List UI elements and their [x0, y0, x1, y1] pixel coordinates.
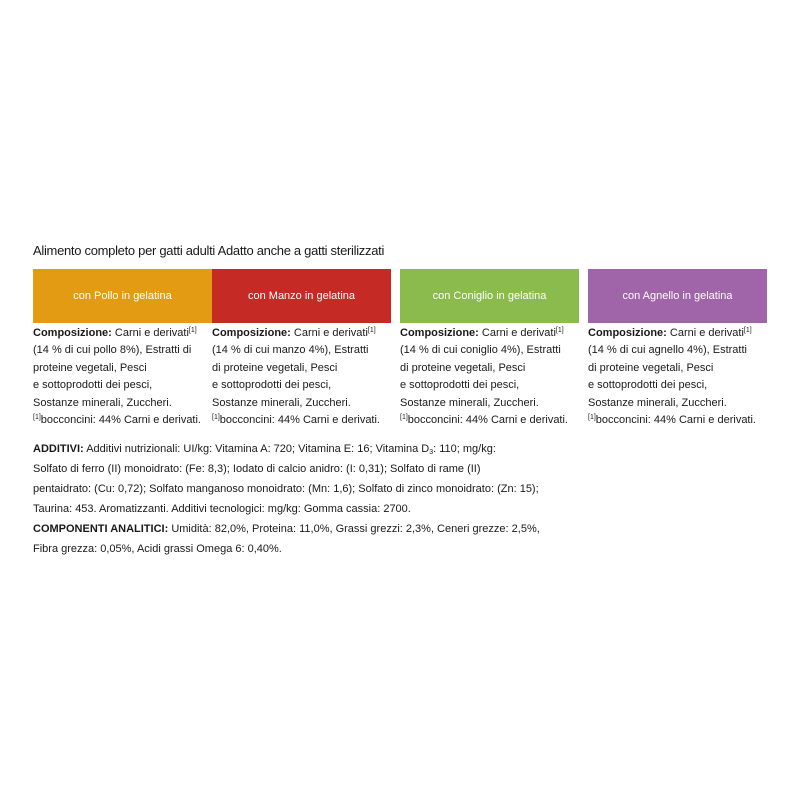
additivi-line: pentaidrato: (Cu: 0,72); Solfato manganoso monoidrato: (Mn: 1,6); Solfato di zinco monoidrato: (Zn: 15);	[33, 483, 539, 495]
footnote-mark: [1]	[33, 414, 41, 422]
column-agnello	[588, 269, 767, 429]
comp-line: Carni e derivati	[114, 327, 189, 339]
column-pollo	[33, 269, 212, 429]
comp-line: Carni e derivati	[293, 327, 368, 339]
column-manzo	[212, 269, 391, 429]
footnote-mark: [1]	[212, 414, 220, 422]
comp-line: Sostanze minerali, Zuccheri.	[588, 396, 727, 409]
composition-text	[400, 325, 579, 429]
comp-line: (14 % di cui pollo 8%), Estratti di	[33, 344, 192, 357]
composition-title: Composizione:	[588, 327, 667, 339]
additivi-line: : 110; mg/kg:	[433, 443, 496, 455]
flavor-band-pollo	[33, 269, 212, 323]
composition-text	[33, 325, 212, 429]
additivi-line: Additivi nutrizionali: UI/kg: Vitamina A: 720; Vitamina E: 16; Vitamina D	[86, 443, 430, 455]
comp-line: proteine vegetali, Pesci	[33, 361, 147, 374]
column-coniglio	[400, 269, 579, 429]
footnote-mark: [1]	[188, 327, 197, 334]
footnote-mark: [1]	[555, 327, 564, 334]
footnote-text: bocconcini: 44% Carni e derivati.	[595, 414, 756, 427]
footnote-text: bocconcini: 44% Carni e derivati.	[407, 414, 568, 427]
componenti-paragraph	[33, 519, 540, 559]
comp-line: Sostanze minerali, Zuccheri.	[212, 396, 351, 409]
additivi-title: ADDITIVI:	[33, 443, 84, 455]
flavor-label: con Agnello in gelatina	[622, 290, 733, 302]
footnote-mark: [1]	[400, 414, 408, 422]
additivi-line: Taurina: 453. Aromatizzanti. Additivi tecnologici: mg/kg: Gomma cassia: 2700.	[33, 503, 411, 515]
flavor-band-agnello	[588, 269, 767, 323]
additivi-paragraph	[33, 439, 539, 519]
composition-text	[588, 325, 767, 429]
comp-line: Sostanze minerali, Zuccheri.	[33, 396, 172, 409]
comp-line: Carni e derivati	[669, 327, 744, 339]
comp-line: Sostanze minerali, Zuccheri.	[400, 396, 539, 409]
footnote-mark: [1]	[588, 414, 596, 422]
footnote-mark: [1]	[367, 327, 376, 334]
composition-text	[212, 325, 391, 429]
additivi-line: Solfato di ferro (II) monoidrato: (Fe: 8,3); Iodato di calcio anidro: (I: 0,31); Solfato di rame (II)	[33, 463, 481, 475]
comp-line: e sottoprodotti dei pesci,	[400, 379, 520, 392]
componenti-line: Fibra grezza: 0,05%, Acidi grassi Omega 6: 0,40%.	[33, 543, 282, 555]
comp-line: di proteine vegetali, Pesci	[588, 361, 714, 374]
composition-title: Composizione:	[33, 327, 112, 339]
flavor-band-coniglio	[400, 269, 579, 323]
comp-line: (14 % di cui manzo 4%), Estratti	[212, 344, 369, 357]
flavor-label: con Pollo in gelatina	[73, 290, 172, 302]
headline: Alimento completo per gatti adulti Adatto anche a gatti sterilizzati	[33, 243, 385, 258]
footnote-mark: [1]	[743, 327, 752, 334]
composition-title: Composizione:	[400, 327, 479, 339]
flavor-band-manzo	[212, 269, 391, 323]
comp-line: di proteine vegetali, Pesci	[212, 361, 338, 374]
subscript: 3	[429, 449, 434, 456]
composition-title: Composizione:	[212, 327, 291, 339]
comp-line: (14 % di cui agnello 4%), Estratti	[588, 344, 747, 357]
comp-line: di proteine vegetali, Pesci	[400, 361, 526, 374]
comp-line: e sottoprodotti dei pesci,	[588, 379, 708, 392]
comp-line: e sottoprodotti dei pesci,	[212, 379, 332, 392]
componenti-line: Umidità: 82,0%, Proteina: 11,0%, Grassi grezzi: 2,3%, Ceneri grezze: 2,5%,	[171, 523, 540, 535]
comp-line: (14 % di cui coniglio 4%), Estratti	[400, 344, 561, 357]
componenti-title: COMPONENTI ANALITICI:	[33, 523, 169, 535]
flavor-label: con Manzo in gelatina	[247, 290, 355, 302]
footnote-text: bocconcini: 44% Carni e derivati.	[219, 414, 380, 427]
comp-line: Carni e derivati	[481, 327, 556, 339]
footnote-text: bocconcini: 44% Carni e derivati.	[40, 414, 201, 427]
comp-line: e sottoprodotti dei pesci,	[33, 379, 153, 392]
flavor-label: con Coniglio in gelatina	[432, 290, 547, 302]
